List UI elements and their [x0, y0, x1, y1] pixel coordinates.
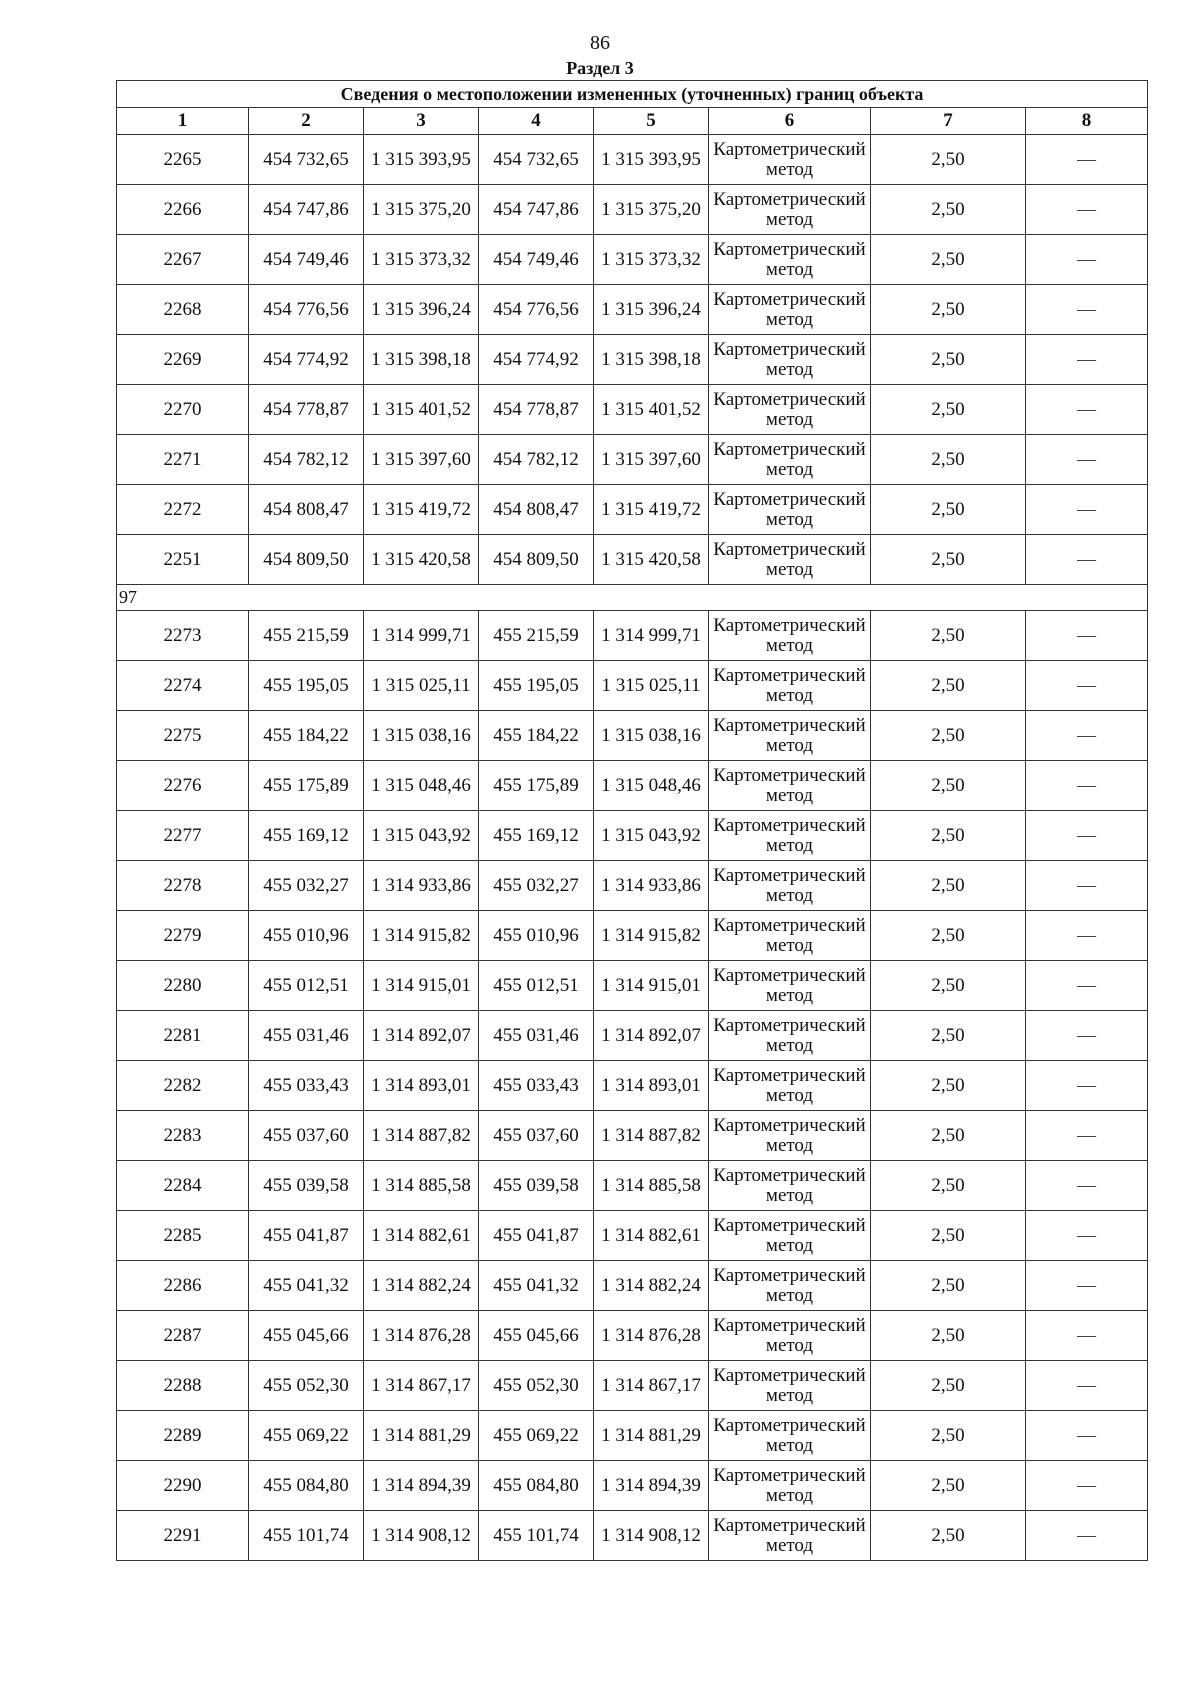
cell-y-new: 1 314 887,82 — [594, 1111, 709, 1161]
table-row — [117, 285, 1148, 335]
cell-accuracy: 2,50 — [871, 1161, 1026, 1211]
cell-y-existing: 1 314 882,61 — [364, 1211, 479, 1261]
cell-x-new: 455 184,22 — [479, 711, 594, 761]
cell-method: Картометрический метод — [709, 285, 871, 335]
cell-x-existing: 455 101,74 — [249, 1511, 364, 1561]
cell-x-existing: 455 031,46 — [249, 1011, 364, 1061]
cell-x-new: 455 045,66 — [479, 1311, 594, 1361]
table-row — [117, 1261, 1148, 1311]
cell-description: — — [1026, 911, 1148, 961]
table-row — [117, 435, 1148, 485]
cell-x-existing: 455 169,12 — [249, 811, 364, 861]
cell-method: Картометрический метод — [709, 911, 871, 961]
cell-accuracy: 2,50 — [871, 1211, 1026, 1261]
cell-x-new: 455 010,96 — [479, 911, 594, 961]
column-number: 6 — [709, 108, 871, 135]
cell-x-new: 455 069,22 — [479, 1411, 594, 1461]
cell-x-existing: 455 037,60 — [249, 1111, 364, 1161]
cell-y-existing: 1 314 876,28 — [364, 1311, 479, 1361]
cell-method: Картометрический метод — [709, 235, 871, 285]
cell-y-existing: 1 314 933,86 — [364, 861, 479, 911]
cell-x-new: 454 747,86 — [479, 185, 594, 235]
cell-x-new: 455 101,74 — [479, 1511, 594, 1561]
cell-y-new: 1 315 375,20 — [594, 185, 709, 235]
cell-x-new: 454 809,50 — [479, 535, 594, 585]
cell-accuracy: 2,50 — [871, 1111, 1026, 1161]
cell-method: Картометрический метод — [709, 761, 871, 811]
cell-y-existing: 1 315 393,95 — [364, 135, 479, 185]
table-row — [117, 135, 1148, 185]
page-number: 86 — [590, 32, 610, 54]
cell-description: — — [1026, 811, 1148, 861]
table-row — [117, 611, 1148, 661]
cell-point-number: 2270 — [117, 385, 249, 435]
cell-x-new: 455 037,60 — [479, 1111, 594, 1161]
cell-description: — — [1026, 185, 1148, 235]
cell-x-new: 454 776,56 — [479, 285, 594, 335]
cell-accuracy: 2,50 — [871, 185, 1026, 235]
table-row — [117, 485, 1148, 535]
cell-point-number: 2291 — [117, 1511, 249, 1561]
cell-method: Картометрический метод — [709, 1261, 871, 1311]
cell-x-new: 454 778,87 — [479, 385, 594, 435]
cell-x-existing: 455 175,89 — [249, 761, 364, 811]
cell-y-new: 1 314 933,86 — [594, 861, 709, 911]
cell-description: — — [1026, 1361, 1148, 1411]
cell-x-existing: 454 732,65 — [249, 135, 364, 185]
boundary-coordinates-table — [116, 80, 1148, 1561]
cell-point-number: 2251 — [117, 535, 249, 585]
cell-y-existing: 1 314 908,12 — [364, 1511, 479, 1561]
cell-y-new: 1 315 043,92 — [594, 811, 709, 861]
cell-point-number: 2285 — [117, 1211, 249, 1261]
cell-x-existing: 455 052,30 — [249, 1361, 364, 1411]
cell-y-existing: 1 315 375,20 — [364, 185, 479, 235]
cell-point-number: 2265 — [117, 135, 249, 185]
cell-description: — — [1026, 485, 1148, 535]
table-row — [117, 811, 1148, 861]
cell-point-number: 2288 — [117, 1361, 249, 1411]
cell-description: — — [1026, 1011, 1148, 1061]
cell-y-new: 1 315 419,72 — [594, 485, 709, 535]
cell-y-new: 1 315 373,32 — [594, 235, 709, 285]
cell-point-number: 2283 — [117, 1111, 249, 1161]
cell-accuracy: 2,50 — [871, 661, 1026, 711]
column-number-row — [117, 108, 1148, 135]
cell-y-existing: 1 315 420,58 — [364, 535, 479, 585]
cell-x-new: 455 031,46 — [479, 1011, 594, 1061]
cell-description: — — [1026, 861, 1148, 911]
cell-description: — — [1026, 1111, 1148, 1161]
cell-method: Картометрический метод — [709, 385, 871, 435]
cell-x-new: 455 084,80 — [479, 1461, 594, 1511]
cell-accuracy: 2,50 — [871, 1311, 1026, 1361]
cell-y-existing: 1 314 999,71 — [364, 611, 479, 661]
cell-method: Картометрический метод — [709, 135, 871, 185]
cell-point-number: 2286 — [117, 1261, 249, 1311]
table-body — [117, 135, 1148, 1561]
cell-description: — — [1026, 1061, 1148, 1111]
cell-y-existing: 1 315 419,72 — [364, 485, 479, 535]
cell-y-existing: 1 315 396,24 — [364, 285, 479, 335]
cell-y-existing: 1 314 885,58 — [364, 1161, 479, 1211]
cell-description: — — [1026, 135, 1148, 185]
cell-y-existing: 1 315 401,52 — [364, 385, 479, 435]
cell-x-new: 455 215,59 — [479, 611, 594, 661]
cell-x-existing: 454 808,47 — [249, 485, 364, 535]
cell-x-existing: 455 041,87 — [249, 1211, 364, 1261]
cell-point-number: 2282 — [117, 1061, 249, 1111]
cell-accuracy: 2,50 — [871, 711, 1026, 761]
cell-y-existing: 1 315 373,32 — [364, 235, 479, 285]
cell-y-new: 1 314 882,61 — [594, 1211, 709, 1261]
cell-point-number: 2267 — [117, 235, 249, 285]
cell-x-new: 455 039,58 — [479, 1161, 594, 1211]
cell-accuracy: 2,50 — [871, 1411, 1026, 1461]
group-label-row — [117, 585, 1148, 611]
cell-point-number: 2279 — [117, 911, 249, 961]
cell-x-existing: 455 012,51 — [249, 961, 364, 1011]
column-number: 4 — [479, 108, 594, 135]
cell-x-existing: 454 747,86 — [249, 185, 364, 235]
cell-x-existing: 455 045,66 — [249, 1311, 364, 1361]
cell-point-number: 2280 — [117, 961, 249, 1011]
cell-x-new: 455 012,51 — [479, 961, 594, 1011]
cell-y-new: 1 315 048,46 — [594, 761, 709, 811]
cell-y-new: 1 314 915,01 — [594, 961, 709, 1011]
cell-method: Картометрический метод — [709, 185, 871, 235]
cell-x-new: 455 032,27 — [479, 861, 594, 911]
cell-accuracy: 2,50 — [871, 1011, 1026, 1061]
cell-x-existing: 455 041,32 — [249, 1261, 364, 1311]
cell-point-number: 2268 — [117, 285, 249, 335]
cell-accuracy: 2,50 — [871, 135, 1026, 185]
cell-description: — — [1026, 535, 1148, 585]
cell-point-number: 2274 — [117, 661, 249, 711]
cell-description: — — [1026, 235, 1148, 285]
cell-y-new: 1 314 867,17 — [594, 1361, 709, 1411]
table-row — [117, 1011, 1148, 1061]
cell-y-new: 1 315 420,58 — [594, 535, 709, 585]
cell-method: Картометрический метод — [709, 661, 871, 711]
cell-point-number: 2266 — [117, 185, 249, 235]
cell-y-existing: 1 314 867,17 — [364, 1361, 479, 1411]
cell-description: — — [1026, 335, 1148, 385]
cell-description: — — [1026, 1411, 1148, 1461]
table-row — [117, 661, 1148, 711]
cell-accuracy: 2,50 — [871, 1361, 1026, 1411]
cell-x-existing: 455 195,05 — [249, 661, 364, 711]
cell-y-new: 1 315 397,60 — [594, 435, 709, 485]
cell-x-existing: 454 782,12 — [249, 435, 364, 485]
cell-method: Картометрический метод — [709, 1361, 871, 1411]
cell-x-existing: 455 184,22 — [249, 711, 364, 761]
cell-accuracy: 2,50 — [871, 611, 1026, 661]
cell-x-existing: 455 084,80 — [249, 1461, 364, 1511]
cell-accuracy: 2,50 — [871, 235, 1026, 285]
cell-y-existing: 1 315 048,46 — [364, 761, 479, 811]
cell-y-new: 1 314 881,29 — [594, 1411, 709, 1461]
cell-description: — — [1026, 1161, 1148, 1211]
cell-y-existing: 1 314 887,82 — [364, 1111, 479, 1161]
cell-method: Картометрический метод — [709, 811, 871, 861]
cell-description: — — [1026, 711, 1148, 761]
cell-point-number: 2281 — [117, 1011, 249, 1061]
table-row — [117, 1211, 1148, 1261]
cell-method: Картометрический метод — [709, 861, 871, 911]
cell-method: Картометрический метод — [709, 611, 871, 661]
cell-description: — — [1026, 761, 1148, 811]
table-row — [117, 711, 1148, 761]
cell-description: — — [1026, 661, 1148, 711]
cell-y-existing: 1 315 398,18 — [364, 335, 479, 385]
cell-y-existing: 1 315 025,11 — [364, 661, 479, 711]
cell-point-number: 2273 — [117, 611, 249, 661]
cell-accuracy: 2,50 — [871, 385, 1026, 435]
cell-accuracy: 2,50 — [871, 1261, 1026, 1311]
cell-method: Картометрический метод — [709, 1311, 871, 1361]
column-number: 1 — [117, 108, 249, 135]
cell-accuracy: 2,50 — [871, 1511, 1026, 1561]
cell-x-new: 455 195,05 — [479, 661, 594, 711]
cell-x-existing: 455 039,58 — [249, 1161, 364, 1211]
cell-method: Картометрический метод — [709, 1211, 871, 1261]
cell-y-new: 1 315 401,52 — [594, 385, 709, 435]
cell-x-new: 455 052,30 — [479, 1361, 594, 1411]
cell-method: Картометрический метод — [709, 435, 871, 485]
cell-x-existing: 455 032,27 — [249, 861, 364, 911]
cell-method: Картометрический метод — [709, 1061, 871, 1111]
cell-method: Картометрический метод — [709, 535, 871, 585]
cell-y-existing: 1 314 915,01 — [364, 961, 479, 1011]
cell-y-new: 1 314 885,58 — [594, 1161, 709, 1211]
cell-x-new: 454 749,46 — [479, 235, 594, 285]
cell-description: — — [1026, 385, 1148, 435]
cell-method: Картометрический метод — [709, 961, 871, 1011]
cell-point-number: 2289 — [117, 1411, 249, 1461]
cell-x-new: 455 041,87 — [479, 1211, 594, 1261]
column-number: 7 — [871, 108, 1026, 135]
table-row — [117, 1361, 1148, 1411]
column-number: 3 — [364, 108, 479, 135]
cell-point-number: 2290 — [117, 1461, 249, 1511]
table-caption-row — [117, 81, 1148, 108]
cell-method: Картометрический метод — [709, 1011, 871, 1061]
cell-point-number: 2276 — [117, 761, 249, 811]
cell-description: — — [1026, 1461, 1148, 1511]
cell-y-new: 1 315 025,11 — [594, 661, 709, 711]
cell-point-number: 2278 — [117, 861, 249, 911]
cell-x-existing: 454 774,92 — [249, 335, 364, 385]
table-row — [117, 1311, 1148, 1361]
cell-y-existing: 1 315 397,60 — [364, 435, 479, 485]
group-label: 97 — [117, 585, 1148, 611]
table-row — [117, 961, 1148, 1011]
cell-point-number: 2271 — [117, 435, 249, 485]
cell-accuracy: 2,50 — [871, 435, 1026, 485]
cell-method: Картометрический метод — [709, 711, 871, 761]
table-row — [117, 535, 1148, 585]
cell-point-number: 2275 — [117, 711, 249, 761]
cell-x-existing: 455 010,96 — [249, 911, 364, 961]
cell-description: — — [1026, 435, 1148, 485]
cell-y-existing: 1 314 894,39 — [364, 1461, 479, 1511]
cell-y-new: 1 314 876,28 — [594, 1311, 709, 1361]
cell-y-existing: 1 315 043,92 — [364, 811, 479, 861]
cell-x-new: 454 774,92 — [479, 335, 594, 385]
cell-x-existing: 454 809,50 — [249, 535, 364, 585]
cell-point-number: 2284 — [117, 1161, 249, 1211]
cell-x-new: 455 033,43 — [479, 1061, 594, 1111]
table-row — [117, 335, 1148, 385]
cell-description: — — [1026, 1311, 1148, 1361]
table-caption: Сведения о местоположении измененных (уточненных) границ объекта — [117, 81, 1148, 108]
cell-description: — — [1026, 611, 1148, 661]
cell-x-new: 454 732,65 — [479, 135, 594, 185]
cell-y-existing: 1 315 038,16 — [364, 711, 479, 761]
cell-accuracy: 2,50 — [871, 1461, 1026, 1511]
cell-accuracy: 2,50 — [871, 861, 1026, 911]
cell-x-new: 455 169,12 — [479, 811, 594, 861]
cell-y-new: 1 314 893,01 — [594, 1061, 709, 1111]
cell-accuracy: 2,50 — [871, 961, 1026, 1011]
cell-y-new: 1 315 396,24 — [594, 285, 709, 335]
cell-accuracy: 2,50 — [871, 811, 1026, 861]
cell-method: Картометрический метод — [709, 335, 871, 385]
table-row — [117, 1511, 1148, 1561]
table-row — [117, 185, 1148, 235]
column-number: 5 — [594, 108, 709, 135]
cell-x-existing: 455 069,22 — [249, 1411, 364, 1461]
cell-method: Картометрический метод — [709, 485, 871, 535]
cell-description: — — [1026, 285, 1148, 335]
cell-y-existing: 1 314 893,01 — [364, 1061, 479, 1111]
table-row — [117, 761, 1148, 811]
cell-y-new: 1 314 892,07 — [594, 1011, 709, 1061]
cell-point-number: 2269 — [117, 335, 249, 385]
cell-y-new: 1 315 398,18 — [594, 335, 709, 385]
cell-method: Картометрический метод — [709, 1461, 871, 1511]
cell-accuracy: 2,50 — [871, 1061, 1026, 1111]
cell-x-new: 454 782,12 — [479, 435, 594, 485]
cell-x-new: 455 041,32 — [479, 1261, 594, 1311]
cell-y-new: 1 314 915,82 — [594, 911, 709, 961]
table-row — [117, 385, 1148, 435]
cell-point-number: 2272 — [117, 485, 249, 535]
cell-x-new: 455 175,89 — [479, 761, 594, 811]
section-title: Раздел 3 — [566, 58, 634, 78]
cell-x-existing: 454 749,46 — [249, 235, 364, 285]
cell-y-new: 1 314 999,71 — [594, 611, 709, 661]
cell-x-existing: 454 778,87 — [249, 385, 364, 435]
cell-y-new: 1 314 908,12 — [594, 1511, 709, 1561]
cell-description: — — [1026, 1211, 1148, 1261]
cell-x-existing: 455 033,43 — [249, 1061, 364, 1111]
cell-accuracy: 2,50 — [871, 485, 1026, 535]
cell-description: — — [1026, 961, 1148, 1011]
table-row — [117, 911, 1148, 961]
cell-y-new: 1 314 882,24 — [594, 1261, 709, 1311]
table-row — [117, 1061, 1148, 1111]
cell-description: — — [1026, 1511, 1148, 1561]
cell-method: Картометрический метод — [709, 1411, 871, 1461]
cell-y-existing: 1 314 892,07 — [364, 1011, 479, 1061]
cell-method: Картометрический метод — [709, 1111, 871, 1161]
table-row — [117, 1411, 1148, 1461]
cell-y-new: 1 315 393,95 — [594, 135, 709, 185]
table-row — [117, 1111, 1148, 1161]
table-row — [117, 1161, 1148, 1211]
cell-y-existing: 1 314 915,82 — [364, 911, 479, 961]
cell-method: Картометрический метод — [709, 1511, 871, 1561]
cell-y-existing: 1 314 881,29 — [364, 1411, 479, 1461]
cell-x-new: 454 808,47 — [479, 485, 594, 535]
table-row — [117, 235, 1148, 285]
cell-method: Картометрический метод — [709, 1161, 871, 1211]
column-number: 2 — [249, 108, 364, 135]
cell-y-new: 1 314 894,39 — [594, 1461, 709, 1511]
cell-accuracy: 2,50 — [871, 335, 1026, 385]
cell-accuracy: 2,50 — [871, 761, 1026, 811]
cell-description: — — [1026, 1261, 1148, 1311]
cell-y-new: 1 315 038,16 — [594, 711, 709, 761]
cell-point-number: 2287 — [117, 1311, 249, 1361]
table-row — [117, 1461, 1148, 1511]
cell-x-existing: 454 776,56 — [249, 285, 364, 335]
cell-point-number: 2277 — [117, 811, 249, 861]
cell-accuracy: 2,50 — [871, 911, 1026, 961]
cell-accuracy: 2,50 — [871, 535, 1026, 585]
cell-x-existing: 455 215,59 — [249, 611, 364, 661]
cell-accuracy: 2,50 — [871, 285, 1026, 335]
cell-y-existing: 1 314 882,24 — [364, 1261, 479, 1311]
table-row — [117, 861, 1148, 911]
column-number: 8 — [1026, 108, 1148, 135]
